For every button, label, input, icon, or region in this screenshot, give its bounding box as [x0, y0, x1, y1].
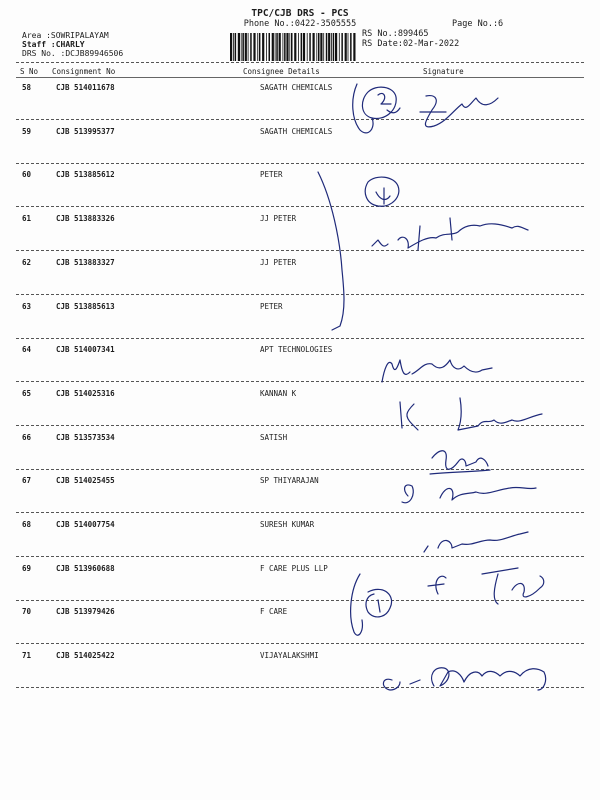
barcode-bar [248, 33, 249, 61]
row-divider [16, 119, 584, 120]
row-divider [16, 600, 584, 601]
row-consignee: PETER [260, 302, 283, 311]
row-sno: 71 [22, 651, 32, 660]
row-consignee: VIJAYALAKSHMI [260, 651, 319, 660]
row-divider [16, 425, 584, 426]
row-sno: 68 [22, 520, 32, 529]
barcode-bar [289, 33, 290, 61]
row-consignee: PETER [260, 170, 283, 179]
row-consignee: SURESH KUMAR [260, 520, 315, 529]
barcode-bar [283, 33, 284, 61]
barcode-bar [294, 33, 296, 61]
row-consignee: SP THIYARAJAN [260, 476, 319, 485]
barcode-bar [284, 33, 286, 61]
row-consignee: SATISH [260, 433, 288, 442]
row-sno: 62 [22, 258, 32, 267]
row-sno: 61 [22, 214, 32, 223]
row-consignment-no: CJB 514011678 [56, 83, 115, 92]
col-header-sno: S No [20, 67, 39, 76]
row-divider [16, 338, 584, 339]
barcode-bar [333, 33, 335, 61]
barcode-bar [245, 33, 247, 61]
row-sno: 66 [22, 433, 32, 442]
row-consignee: F CARE PLUS LLP [260, 564, 328, 573]
row-consignment-no: CJB 514025316 [56, 389, 115, 398]
barcode-bar [269, 33, 271, 61]
barcode-bar [272, 33, 274, 61]
barcode-bar [266, 33, 267, 61]
sheet-title: TPC/CJB DRS - PCS [251, 8, 349, 19]
barcode-bar [276, 33, 278, 61]
barcode-bar [339, 33, 340, 61]
signature-row-68-69 [424, 532, 544, 604]
barcode-bar [335, 33, 337, 61]
barcode-bar [341, 33, 343, 61]
row-sno: 70 [22, 607, 32, 616]
row-divider [16, 512, 584, 513]
barcode-bar [259, 33, 261, 61]
barcode-bar [235, 33, 237, 61]
row-consignee: JJ PETER [260, 258, 297, 267]
row-divider [16, 163, 584, 164]
row-consignment-no: CJB 513960688 [56, 564, 115, 573]
barcode-bar [253, 33, 255, 61]
row-divider [16, 250, 584, 251]
barcode-bar [298, 33, 299, 61]
barcode-bar [279, 33, 281, 61]
row-consignee: SAGATH CHEMICALS [260, 83, 333, 92]
barcode-bar [318, 33, 320, 61]
row-consignment-no: CJB 513883327 [56, 258, 115, 267]
drs-number: DRS No. :DCJB89946506 [22, 49, 124, 58]
barcode-bar [316, 33, 317, 61]
row-consignment-no: CJB 513885612 [56, 170, 115, 179]
barcode-bar [286, 33, 288, 61]
row-consignment-no: CJB 513979426 [56, 607, 115, 616]
header-bottom-rule [16, 77, 584, 78]
row-sno: 63 [22, 302, 32, 311]
barcode-bar [275, 33, 276, 61]
row-consignee: SAGATH CHEMICALS [260, 127, 333, 136]
row-divider [16, 687, 584, 688]
barcode-bar [309, 33, 311, 61]
barcode-bar [326, 33, 328, 61]
row-consignment-no: CJB 513883326 [56, 214, 115, 223]
row-consignment-no: CJB 514025455 [56, 476, 115, 485]
barcode-bar [331, 33, 332, 61]
row-consignee: JJ PETER [260, 214, 297, 223]
col-header-consignment: Consignment No [52, 67, 116, 76]
barcode-bar [348, 33, 349, 61]
barcode-bar [313, 33, 315, 61]
row-consignment-no: CJB 513885613 [56, 302, 115, 311]
barcode-bar [353, 33, 355, 61]
page-number: Page No.:6 [452, 19, 504, 29]
row-consignment-no: CJB 513573534 [56, 433, 115, 442]
row-consignment-no: CJB 514007754 [56, 520, 115, 529]
row-sno: 59 [22, 127, 32, 136]
barcode-image [230, 33, 357, 61]
barcode-bar [238, 33, 240, 61]
row-divider [16, 469, 584, 470]
barcode-bar [230, 33, 232, 61]
row-sno: 60 [22, 170, 32, 179]
rs-date: RS Date:02-Mar-2022 [362, 39, 460, 49]
row-consignee: KANNAN K [260, 389, 297, 398]
signature-row-70 [351, 574, 392, 635]
barcode-bar [328, 33, 330, 61]
row-sno: 65 [22, 389, 32, 398]
barcode-bar [257, 33, 258, 61]
signature-row-66-67 [402, 451, 536, 503]
staff-label: Staff :CHARLY [22, 40, 85, 49]
row-consignee: APT TECHNOLOGIES [260, 345, 333, 354]
signature-row-61 [365, 177, 528, 250]
barcode-bar [303, 33, 305, 61]
barcode-bar [301, 33, 303, 61]
header-top-rule [16, 62, 584, 63]
row-sno: 64 [22, 345, 32, 354]
barcode-bar [233, 33, 234, 61]
barcode-bar [250, 33, 252, 61]
row-consignment-no: CJB 514025422 [56, 651, 115, 660]
row-sno: 69 [22, 564, 32, 573]
signature-row-58 [353, 84, 498, 133]
barcode-bar [242, 33, 244, 61]
row-divider [16, 381, 584, 382]
signature-row-64 [382, 360, 492, 382]
phone-number: Phone No.:0422-3505555 [243, 19, 357, 29]
bracket-line-60-63 [318, 172, 344, 330]
col-header-signature: Signature [423, 67, 464, 76]
row-sno: 67 [22, 476, 32, 485]
row-divider [16, 556, 584, 557]
row-divider [16, 206, 584, 207]
row-consignment-no: CJB 514007341 [56, 345, 115, 354]
barcode-bar [291, 33, 293, 61]
row-consignment-no: CJB 513995377 [56, 127, 115, 136]
rs-number: RS No.:899465 [362, 29, 429, 39]
barcode-bar [350, 33, 352, 61]
barcode-bar [345, 33, 347, 61]
row-divider [16, 294, 584, 295]
barcode-bar [262, 33, 264, 61]
row-divider [16, 643, 584, 644]
col-header-consignee: Consignee Details [243, 67, 320, 76]
barcode-bar [307, 33, 308, 61]
barcode-bar [320, 33, 322, 61]
row-sno: 58 [22, 83, 32, 92]
barcode-bar [323, 33, 324, 61]
barcode-bar [241, 33, 242, 61]
area-label: Area :SOWRIPALAYAM [22, 31, 109, 40]
row-consignee: F CARE [260, 607, 288, 616]
